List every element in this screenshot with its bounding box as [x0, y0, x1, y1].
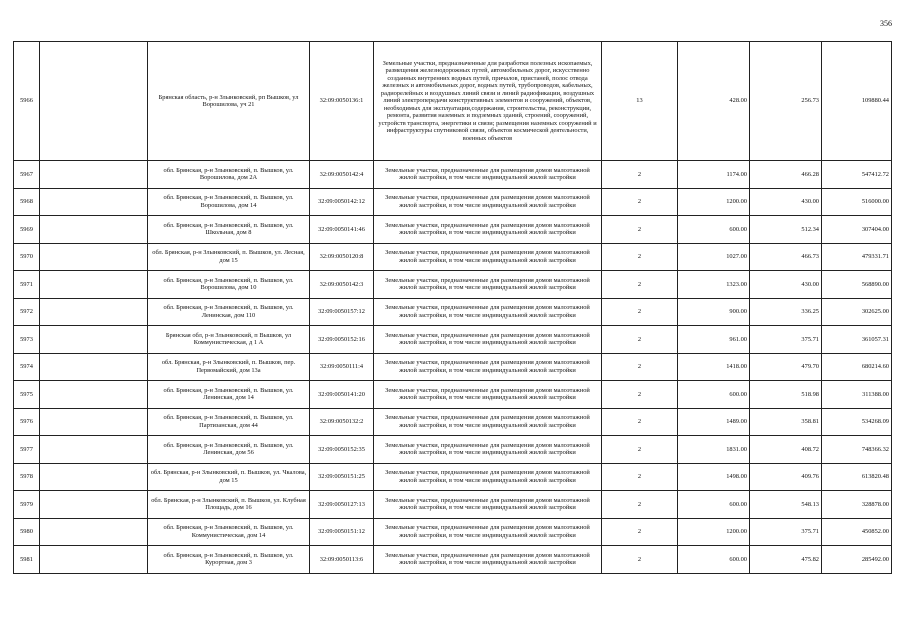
table-row — [14, 188, 892, 216]
empty-cell — [40, 161, 148, 189]
empty-cell — [40, 326, 148, 354]
address-cell: обл. Брянская, р-н Злынковский, п. Вышков, ул. Клубная Площадь, дом 16 — [148, 491, 310, 519]
category-cell: 2 — [602, 491, 678, 519]
address-cell: обл. Брянская, р-н Злынковский, п. Вышков, ул. Ворошилова, дом 14 — [148, 188, 310, 216]
table-row — [14, 216, 892, 244]
table-row — [14, 298, 892, 326]
category-cell: 2 — [602, 298, 678, 326]
rate-cell: 518.98 — [750, 381, 822, 409]
table-row — [14, 463, 892, 491]
category-cell: 2 — [602, 463, 678, 491]
table-row — [14, 353, 892, 381]
land-use-cell: Земельные участки, предназначенные для размещения домов малоэтажной жилой застройки, в том числе индивидуальной жилой застройки — [374, 463, 602, 491]
land-use-cell: Земельные участки, предназначенные для размещения домов малоэтажной жилой застройки, в том числе индивидуальной жилой застройки — [374, 353, 602, 381]
category-cell: 2 — [602, 326, 678, 354]
cadastral-number-cell: 32:09:0050142:4 — [310, 161, 374, 189]
rate-cell: 548.13 — [750, 491, 822, 519]
area-cell: 1498.00 — [678, 463, 750, 491]
table-row — [14, 161, 892, 189]
cadastral-number-cell: 32:09:0050111:4 — [310, 353, 374, 381]
empty-cell — [40, 436, 148, 464]
cadastral-number-cell: 32:09:0050132:2 — [310, 408, 374, 436]
value-cell: 450852.00 — [822, 518, 892, 546]
cadastral-number-cell: 32:09:0050151:25 — [310, 463, 374, 491]
row-number: 5977 — [14, 436, 40, 464]
empty-cell — [40, 188, 148, 216]
land-use-cell: Земельные участки, предназначенные для разработки полезных ископаемых, размещения железнодорожных путей, автомобильных дорог, искусственно созданных внутренних водных путей, причалов, пристаней, полос отвода железных и автомобильных дорог, водных путей, трубопроводов, кабельных, радиорелейных и воздушных линий связи и линий радиофикации, воздушных линий электропередачи конструктивных элементов и сооружений, объектов, необходимых для эксплуатации,содержания, строительства, реконструкции, ремонта, развития наземных и подземных зданий, строений, сооружений, устройств транспорта, энергетики и связи; размещения наземных сооружений и инфраструктуры спутниковой связи, объектов космической деятельности, военных объектов — [374, 42, 602, 161]
cadastral-number-cell: 32:09:0050127:13 — [310, 491, 374, 519]
cadastral-number-cell: 32:09:0050151:12 — [310, 518, 374, 546]
row-number: 5981 — [14, 546, 40, 574]
land-use-cell: Земельные участки, предназначенные для размещения домов малоэтажной жилой застройки, в том числе индивидуальной жилой застройки — [374, 216, 602, 244]
rate-cell: 466.28 — [750, 161, 822, 189]
cadastral-number-cell: 32:09:0050120:8 — [310, 243, 374, 271]
value-cell: 534268.09 — [822, 408, 892, 436]
area-cell: 1027.00 — [678, 243, 750, 271]
empty-cell — [40, 353, 148, 381]
value-cell: 613820.48 — [822, 463, 892, 491]
category-cell: 2 — [602, 436, 678, 464]
land-use-cell: Земельные участки, предназначенные для размещения домов малоэтажной жилой застройки, в том числе индивидуальной жилой застройки — [374, 518, 602, 546]
value-cell: 547412.72 — [822, 161, 892, 189]
value-cell: 109880.44 — [822, 42, 892, 161]
row-number: 5974 — [14, 353, 40, 381]
empty-cell — [40, 271, 148, 299]
row-number: 5975 — [14, 381, 40, 409]
address-cell: обл. Брянская, р-н Злынковский, п. Вышков, ул. Школьная, дом 8 — [148, 216, 310, 244]
area-cell: 900.00 — [678, 298, 750, 326]
value-cell: 680214.60 — [822, 353, 892, 381]
address-cell: обл. Брянская, р-н Злынковский, п. Вышков, ул. Партизанская, дом 44 — [148, 408, 310, 436]
empty-cell — [40, 42, 148, 161]
value-cell: 307404.00 — [822, 216, 892, 244]
empty-cell — [40, 463, 148, 491]
category-cell: 2 — [602, 546, 678, 574]
category-cell: 13 — [602, 42, 678, 161]
land-use-cell: Земельные участки, предназначенные для размещения домов малоэтажной жилой застройки, в том числе индивидуальной жилой застройки — [374, 271, 602, 299]
category-cell: 2 — [602, 271, 678, 299]
category-cell: 2 — [602, 188, 678, 216]
row-number: 5972 — [14, 298, 40, 326]
value-cell: 285492.00 — [822, 546, 892, 574]
table-row — [14, 408, 892, 436]
cadastral-number-cell: 32:09:0050152:35 — [310, 436, 374, 464]
cadastral-number-cell: 32:09:0050157:12 — [310, 298, 374, 326]
address-cell: обл. Брянская, р-н Злынковский, п. Вышков, ул. Ленинская, дом 56 — [148, 436, 310, 464]
land-use-cell: Земельные участки, предназначенные для размещения домов малоэтажной жилой застройки, в том числе индивидуальной жилой застройки — [374, 546, 602, 574]
empty-cell — [40, 546, 148, 574]
cadastral-number-cell: 32:09:0050141:20 — [310, 381, 374, 409]
category-cell: 2 — [602, 353, 678, 381]
empty-cell — [40, 518, 148, 546]
area-cell: 600.00 — [678, 491, 750, 519]
category-cell: 2 — [602, 243, 678, 271]
row-number: 5968 — [14, 188, 40, 216]
category-cell: 2 — [602, 408, 678, 436]
cadastral-number-cell: 32:09:0050141:46 — [310, 216, 374, 244]
rate-cell: 475.82 — [750, 546, 822, 574]
row-number: 5969 — [14, 216, 40, 244]
address-cell: обл. Брянская, р-н Злынковский, п. Вышков, ул. Чкалова, дом 15 — [148, 463, 310, 491]
empty-cell — [40, 408, 148, 436]
table-row — [14, 243, 892, 271]
table-row — [14, 42, 892, 161]
row-number: 5970 — [14, 243, 40, 271]
area-cell: 1200.00 — [678, 518, 750, 546]
rate-cell: 430.00 — [750, 271, 822, 299]
area-cell: 1418.00 — [678, 353, 750, 381]
area-cell: 1323.00 — [678, 271, 750, 299]
cadastral-number-cell: 32:09:0050142:3 — [310, 271, 374, 299]
value-cell: 311388.00 — [822, 381, 892, 409]
cadastral-number-cell: 32:09:0050152:16 — [310, 326, 374, 354]
value-cell: 328878.00 — [822, 491, 892, 519]
address-cell: обл. Брянская, р-н Злынковский, п. Вышков, ул. Ворошилова, дом 10 — [148, 271, 310, 299]
page-number: 356 — [880, 19, 892, 28]
row-number: 5966 — [14, 42, 40, 161]
address-cell: Брянская область, р-н Злынковский, рп Вышков, ул Ворошилова, уч 21 — [148, 42, 310, 161]
category-cell: 2 — [602, 518, 678, 546]
table-row — [14, 381, 892, 409]
rate-cell: 409.76 — [750, 463, 822, 491]
cadastral-number-cell: 32:09:0050142:12 — [310, 188, 374, 216]
rate-cell: 430.00 — [750, 188, 822, 216]
cadastral-number-cell: 32:09:0050136:1 — [310, 42, 374, 161]
row-number: 5980 — [14, 518, 40, 546]
area-cell: 600.00 — [678, 546, 750, 574]
row-number: 5978 — [14, 463, 40, 491]
area-cell: 600.00 — [678, 216, 750, 244]
value-cell: 302625.00 — [822, 298, 892, 326]
address-cell: обл. Брянская, р-н Злынковский, п. Вышков, ул. Ленинская, дом 14 — [148, 381, 310, 409]
land-use-cell: Земельные участки, предназначенные для размещения домов малоэтажной жилой застройки, в том числе индивидуальной жилой застройки — [374, 408, 602, 436]
table-row — [14, 518, 892, 546]
table-row — [14, 436, 892, 464]
rate-cell: 512.34 — [750, 216, 822, 244]
cadastral-number-cell: 32:09:0050113:6 — [310, 546, 374, 574]
empty-cell — [40, 298, 148, 326]
land-use-cell: Земельные участки, предназначенные для размещения домов малоэтажной жилой застройки, в том числе индивидуальной жилой застройки — [374, 298, 602, 326]
area-cell: 1200.00 — [678, 188, 750, 216]
rate-cell: 408.72 — [750, 436, 822, 464]
value-cell: 568890.00 — [822, 271, 892, 299]
rate-cell: 375.71 — [750, 518, 822, 546]
category-cell: 2 — [602, 216, 678, 244]
rate-cell: 358.81 — [750, 408, 822, 436]
rate-cell: 466.73 — [750, 243, 822, 271]
empty-cell — [40, 243, 148, 271]
category-cell: 2 — [602, 381, 678, 409]
land-use-cell: Земельные участки, предназначенные для размещения домов малоэтажной жилой застройки, в том числе индивидуальной жилой застройки — [374, 326, 602, 354]
row-number: 5971 — [14, 271, 40, 299]
land-use-cell: Земельные участки, предназначенные для размещения домов малоэтажной жилой застройки, в том числе индивидуальной жилой застройки — [374, 161, 602, 189]
address-cell: обл. Брянская, р-н Злынковский, п. Вышков, пер. Первомайский, дом 13а — [148, 353, 310, 381]
address-cell: обл. Брянская, р-н Злынковский, п. Вышков, ул. Курортная, дом 3 — [148, 546, 310, 574]
table-row — [14, 271, 892, 299]
table-row — [14, 326, 892, 354]
land-use-cell: Земельные участки, предназначенные для размещения домов малоэтажной жилой застройки, в том числе индивидуальной жилой застройки — [374, 188, 602, 216]
value-cell: 748366.32 — [822, 436, 892, 464]
empty-cell — [40, 491, 148, 519]
table-row — [14, 546, 892, 574]
land-use-cell: Земельные участки, предназначенные для размещения домов малоэтажной жилой застройки, в том числе индивидуальной жилой застройки — [374, 491, 602, 519]
rate-cell: 375.71 — [750, 326, 822, 354]
address-cell: обл. Брянская, р-н Злынковский, п. Вышков, ул. Ленинская, дом 110 — [148, 298, 310, 326]
address-cell: обл. Брянская, р-н Злынковский, п. Вышков, ул. Ворошилова, дом 2А — [148, 161, 310, 189]
rate-cell: 256.73 — [750, 42, 822, 161]
table-row — [14, 491, 892, 519]
category-cell: 2 — [602, 161, 678, 189]
land-use-cell: Земельные участки, предназначенные для размещения домов малоэтажной жилой застройки, в том числе индивидуальной жилой застройки — [374, 436, 602, 464]
area-cell: 1489.00 — [678, 408, 750, 436]
value-cell: 516000.00 — [822, 188, 892, 216]
area-cell: 1174.00 — [678, 161, 750, 189]
row-number: 5967 — [14, 161, 40, 189]
address-cell: обл. Брянская, р-н Злынковский, п. Вышков, ул. Лесная, дом 15 — [148, 243, 310, 271]
rate-cell: 336.25 — [750, 298, 822, 326]
land-use-cell: Земельные участки, предназначенные для размещения домов малоэтажной жилой застройки, в том числе индивидуальной жилой застройки — [374, 243, 602, 271]
land-use-cell: Земельные участки, предназначенные для размещения домов малоэтажной жилой застройки, в том числе индивидуальной жилой застройки — [374, 381, 602, 409]
row-number: 5976 — [14, 408, 40, 436]
value-cell: 479331.71 — [822, 243, 892, 271]
area-cell: 1831.00 — [678, 436, 750, 464]
area-cell: 600.00 — [678, 381, 750, 409]
empty-cell — [40, 381, 148, 409]
land-register-table — [13, 41, 892, 574]
area-cell: 428.00 — [678, 42, 750, 161]
address-cell: обл. Брянская, р-н Злынковский, п. Вышков, ул. Коммунистическая, дом 14 — [148, 518, 310, 546]
value-cell: 361057.31 — [822, 326, 892, 354]
row-number: 5979 — [14, 491, 40, 519]
rate-cell: 479.70 — [750, 353, 822, 381]
row-number: 5973 — [14, 326, 40, 354]
area-cell: 961.00 — [678, 326, 750, 354]
empty-cell — [40, 216, 148, 244]
address-cell: Брянская обл, р-н Злынковский, п Вышков, ул Коммунистическая, д 1 А — [148, 326, 310, 354]
